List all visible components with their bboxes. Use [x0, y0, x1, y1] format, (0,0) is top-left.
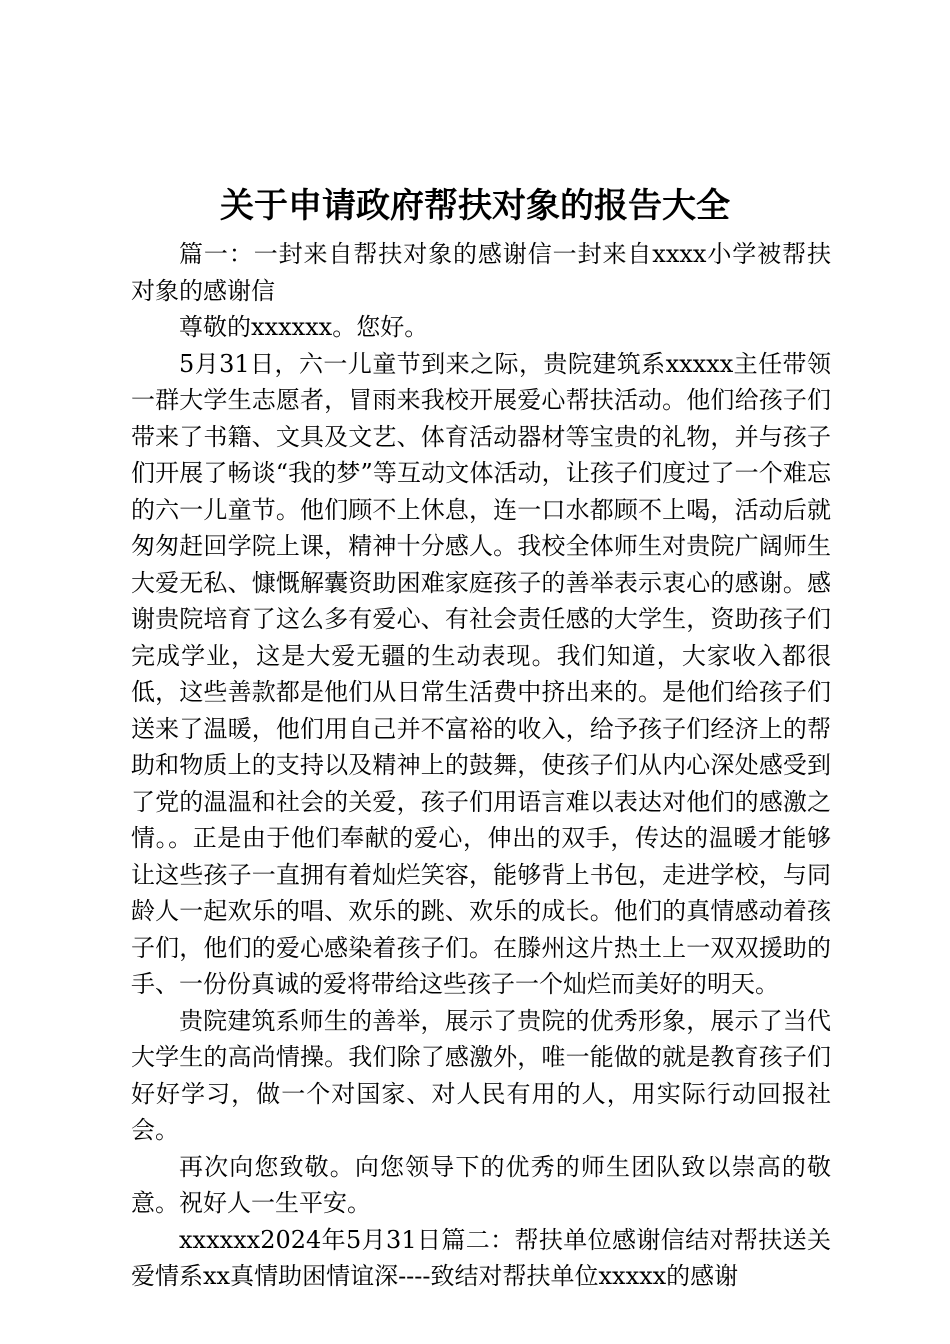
paragraph-thanks: 贵院建筑系师生的善举，展示了贵院的优秀形象，展示了当代大学生的高尚情操。我们除了感激外，唯一能做的就是教育孩子们好好学习，做一个对国家、对人民有用的人，用实际行动回报社会。	[131, 1006, 831, 1144]
paragraph-signature: xxxxxx2024年5月31日篇二：帮扶单位感谢信结对帮扶送关爱情系xx真情助困情谊深----致结对帮扶单位xxxxx的感谢	[131, 1225, 831, 1290]
document-title: 关于申请政府帮扶对象的报告大全	[220, 186, 730, 226]
paragraph-main: 5月31日，六一儿童节到来之际，贵院建筑系xxxxx主任带领一群大学生志愿者，冒雨来我校开展爱心帮扶活动。他们给孩子们带来了书籍、文具及文艺、体育活动器材等宝贵的礼物，并与孩子们开展了畅谈“我的梦”等互动文体活动，让孩子们度过了一个难忘的六一儿童节。他们顾不上休息，连一口水都顾不上喝，活动后就匆匆赶回学院上课，精神十分感人。我校全体师生对贵院广阔师生大爱无私、慷慨解囊资助困难家庭孩子的善举表示衷心的感谢。感谢贵院培育了这么多有爱心、有社会责任感的大学生，资助孩子们完成学业，这是大爱无疆的生动表现。我们知道，大家收入都很低，这些善款都是他们从日常生活费中挤出来的。是他们给孩子们送来了温暖，他们用自己并不富裕的收入，给予孩子们经济上的帮助和物质上的支持以及精神上的鼓舞，使孩子们从内心深处感受到了党的温温和社会的关爱，孩子们用语言难以表达对他们的感激之情。。正是由于他们奉献的爱心，伸出的双手，传达的温暖才能够让这些孩子一直拥有着灿烂笑容，能够背上书包，走进学校，与同龄人一起欢乐的唱、欢乐的跳、欢乐的成长。他们的真情感动着孩子们，他们的爱心感染着孩子们。在滕州这片热土上一双双援助的手、一份份真诚的爱将带给这些孩子一个灿烂而美好的明天。	[131, 349, 831, 998]
document-body	[131, 236, 831, 1295]
paragraph-intro: 篇一：一封来自帮扶对象的感谢信一封来自xxxx小学被帮扶对象的感谢信	[131, 240, 831, 305]
paragraph-closing: 再次向您致敬。向您领导下的优秀的师生团队致以崇高的敬意。祝好人一生平安。	[131, 1152, 831, 1217]
paragraph-salutation: 尊敬的xxxxxx。您好。	[179, 313, 429, 341]
